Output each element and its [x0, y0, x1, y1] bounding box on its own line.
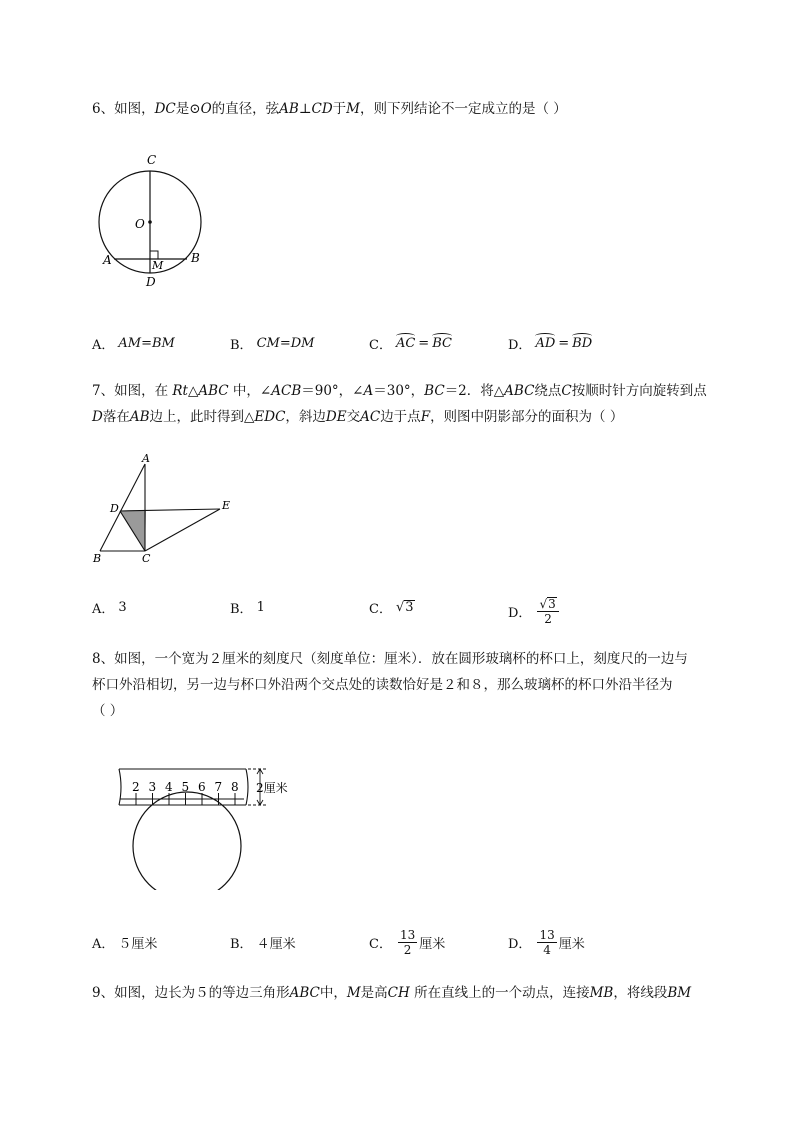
option-text: AM=BM: [118, 335, 175, 351]
label-a: A: [103, 253, 112, 267]
q9-var: MB: [589, 985, 614, 1001]
arc-ac: AC: [395, 335, 416, 351]
label-e: E: [222, 499, 231, 512]
option-text: CM=DM: [256, 335, 315, 351]
label-o: O: [135, 217, 145, 231]
q8-option-a[interactable]: [92, 922, 157, 962]
label-m: M: [152, 259, 164, 272]
fraction-numerator: [537, 597, 558, 612]
ruler-ticks: [132, 780, 239, 805]
q7-text: 7、如图，在: [92, 383, 173, 399]
radicand: 3: [548, 596, 556, 611]
q6-text: 是⊙: [175, 101, 201, 117]
ruler-left-edge: [119, 769, 121, 805]
option-label: D．: [508, 936, 532, 952]
option-label: A．: [92, 936, 115, 952]
fraction-denominator: 4: [543, 942, 551, 957]
q7-option-d[interactable]: [508, 592, 561, 630]
fraction-denominator: 2: [403, 942, 412, 957]
q6-text: ，则下列结论不一定成立的是（ ）: [360, 101, 567, 117]
arc-bd: BD: [572, 335, 593, 351]
fraction: [537, 597, 558, 626]
width-label: 2厘米: [256, 781, 288, 795]
option-text: ４厘米: [256, 936, 296, 952]
q7-var: ABC: [198, 383, 229, 399]
option-text: 3: [118, 599, 127, 615]
q6-var: M: [346, 101, 360, 117]
question-9-stem: [92, 980, 742, 1006]
option-label: A．: [92, 601, 115, 617]
q9-var: CH: [387, 985, 410, 1001]
q9-text: ，将线段: [613, 985, 668, 1001]
q6-text: 如图，: [114, 101, 155, 117]
q6-option-a[interactable]: [92, 328, 175, 358]
segment-de: [120, 509, 220, 511]
option-label: B．: [230, 936, 253, 952]
arc-bc: BC: [432, 335, 452, 351]
q6-var: DC: [154, 101, 176, 117]
glass-rim-circle: [133, 792, 241, 890]
right-angle-mark: [150, 251, 158, 259]
q7-var: ACB: [271, 383, 302, 399]
option-label: D．: [508, 337, 532, 353]
fraction: [398, 928, 417, 957]
segment-ec: [145, 509, 220, 551]
q9-var: ABC: [289, 985, 320, 1001]
question-8-stem: [92, 646, 742, 724]
ruler-tick-label: 6: [198, 780, 206, 794]
q7-text: ，则图中阴影部分的面积为（ ）: [430, 409, 624, 425]
q6-var: CD: [311, 101, 333, 117]
equals: =: [558, 335, 570, 351]
label-d: D: [146, 275, 156, 289]
ruler-tick-label: 7: [214, 780, 223, 794]
option-text: ５厘米: [118, 936, 158, 952]
fraction: [537, 928, 556, 957]
q7-var: EDC: [254, 409, 286, 425]
label-c: C: [142, 552, 151, 565]
q7-text: 按顺时针方向旋转到点: [571, 383, 707, 399]
q7-var: C: [561, 383, 572, 399]
unit: 厘米: [558, 936, 585, 952]
option-text: 1: [256, 599, 265, 615]
q7-text: 绕点: [534, 383, 562, 399]
q7-var: DE: [325, 409, 347, 425]
sqrt-expression: [539, 597, 556, 611]
question-9: [92, 980, 742, 1006]
equals: =: [418, 335, 430, 351]
q6-var: AB: [279, 101, 299, 117]
option-label: B．: [230, 337, 253, 353]
q9-var: M: [346, 985, 361, 1001]
q7-text: 落在: [102, 409, 130, 425]
radicand: 3: [405, 599, 414, 615]
label-d: D: [110, 502, 119, 515]
ruler-tick-label: 2: [132, 780, 140, 794]
option-label: C．: [369, 936, 392, 952]
q6-option-b[interactable]: [230, 328, 314, 358]
q7-text: 中，∠: [228, 383, 272, 399]
question-6: [92, 96, 732, 122]
ruler-tick-label: 8: [231, 780, 239, 794]
center-dot: [148, 220, 152, 224]
q6-text: 的直径，弦: [211, 101, 280, 117]
q7-var: BC: [424, 383, 445, 399]
q9-text: 是高: [360, 985, 388, 1001]
q8-line: （ ）: [92, 703, 124, 719]
fraction-denominator: 2: [544, 611, 552, 626]
q6-var: O: [200, 101, 212, 117]
q7-option-b[interactable]: [230, 592, 265, 622]
q7-var: ABC: [504, 383, 535, 399]
q9-var: BM: [667, 985, 692, 1001]
q7-options: [92, 592, 732, 630]
ruler-tick-label: 3: [148, 780, 157, 794]
label-a: A: [142, 452, 150, 465]
q8-line: 8、如图，一个宽为２厘米的刻度尺（刻度单位：厘米）．放在圆形玻璃杯的杯口上，刻度尺的一边与: [92, 651, 688, 667]
ruler-right-edge: [246, 769, 248, 805]
q8-option-b[interactable]: [230, 922, 296, 962]
q7-text: ＝90°，∠: [301, 383, 364, 399]
q7-text: 交: [346, 409, 361, 425]
fraction-numerator: 13: [539, 927, 555, 942]
q6-option-d[interactable]: [508, 328, 592, 358]
label-b: B: [191, 251, 200, 265]
option-label: C．: [369, 337, 392, 353]
q9-text: 中，: [319, 985, 347, 1001]
option-label: A．: [92, 337, 115, 353]
q6-circle-figure: [92, 148, 232, 293]
q8-line: 杯口外沿相切，另一边与杯口外沿两个交点处的读数恰好是２和８，那么玻璃杯的杯口外沿半径为: [92, 677, 673, 693]
q8-options: [92, 922, 732, 962]
label-c: C: [147, 153, 157, 167]
option-label: C．: [369, 601, 392, 617]
q7-text: ＝30°，: [373, 383, 425, 399]
q7-var: AB: [129, 409, 150, 425]
q6-number: 6、: [92, 101, 115, 117]
q7-text: 边于点: [380, 409, 421, 425]
q7-var: F: [420, 409, 431, 425]
q7-var: AC: [360, 409, 381, 425]
option-label: B．: [230, 601, 253, 617]
q6-text: 于: [332, 101, 347, 117]
label-b: B: [93, 552, 102, 565]
q6-symbol: ⊥: [298, 101, 312, 117]
ruler-tick-label: 5: [181, 780, 190, 794]
q7-rotation-figure: [90, 452, 240, 567]
q7-option-c[interactable]: [369, 592, 415, 622]
option-label: D．: [508, 605, 532, 621]
unit: 厘米: [419, 936, 446, 952]
q9-text: 9、如图，边长为５的等边三角形: [92, 985, 290, 1001]
q7-text: ，斜边: [285, 409, 326, 425]
question-7-stem: [92, 378, 732, 430]
radical-sign: √: [539, 596, 548, 611]
q7-var: D: [92, 409, 103, 425]
radical-sign: √: [395, 599, 405, 615]
ruler-tick-label: 4: [165, 780, 173, 794]
q6-option-c[interactable]: [369, 328, 452, 358]
q7-var: A: [363, 383, 374, 399]
question-6-stem: [92, 96, 732, 122]
q8-ruler-figure: [110, 758, 290, 890]
question-7: [92, 378, 732, 430]
q7-var: Rt: [172, 383, 188, 399]
question-8: [92, 646, 742, 724]
q7-symbol: △: [187, 383, 199, 399]
arc-ad: AD: [535, 335, 556, 351]
q9-text: 所在直线上的一个动点，连接: [409, 985, 590, 1001]
q8-option-c[interactable]: [369, 922, 445, 962]
q7-option-a[interactable]: [92, 592, 127, 622]
q7-text: ＝2．将△: [444, 383, 505, 399]
q8-option-d[interactable]: [508, 922, 585, 962]
q7-text: 边上，此时得到△: [149, 409, 255, 425]
fraction-numerator: 13: [399, 927, 416, 942]
sqrt-expression: [396, 600, 415, 615]
q6-options: [92, 328, 732, 358]
